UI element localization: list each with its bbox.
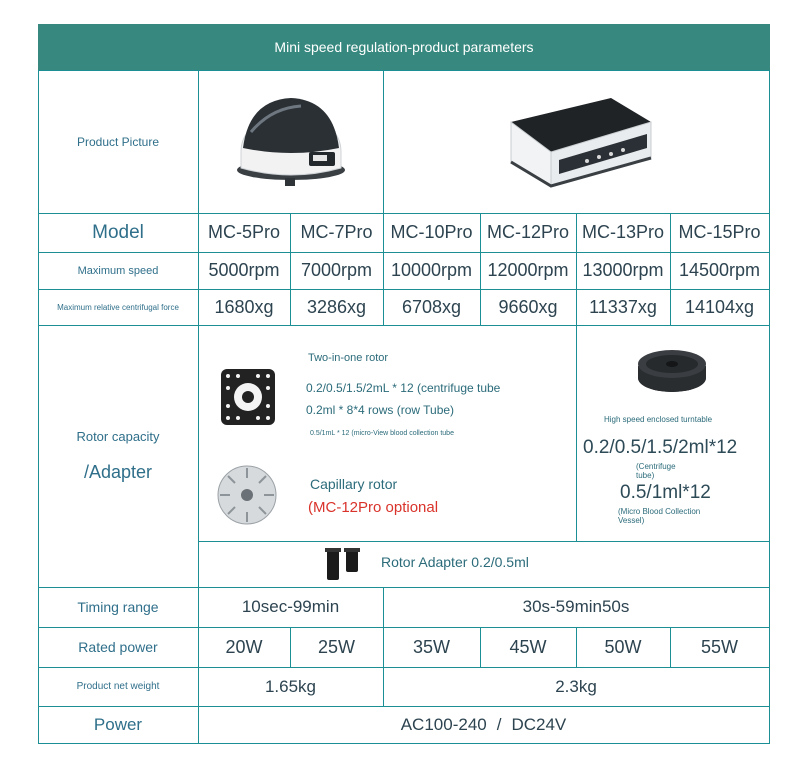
rotor-label-line1: Rotor capacity	[76, 429, 160, 444]
product-image-large	[383, 70, 769, 213]
model-cell: MC-5Pro	[207, 222, 280, 242]
capillary-rotor-image	[216, 464, 278, 531]
capillary-rotor-optional: (MC-12Pro optional	[308, 499, 439, 516]
turntable-spec1: 0.2/0.5/1.5/2ml*12	[583, 437, 738, 458]
supply-ac: AC100-240	[400, 714, 487, 734]
row-label-picture: Product Picture	[76, 134, 160, 149]
power-cell: 45W	[509, 636, 547, 657]
row-label-power: Rated power	[78, 639, 158, 655]
supply-separator: /	[496, 714, 502, 734]
speed-cell: 10000rpm	[390, 260, 473, 280]
enclosed-turntable-image	[636, 342, 708, 399]
speed-cell: 13000rpm	[582, 260, 664, 280]
turntable-spec2: 0.5/1ml*12	[620, 482, 711, 503]
capillary-rotor-label: Capillary rotor	[310, 476, 398, 492]
turntable-note2a: (Micro Blood Collection	[618, 507, 701, 516]
timing-small-models: 10sec-99min	[241, 597, 340, 616]
row-label-weight: Product net weight	[76, 681, 160, 692]
model-cell: MC-13Pro	[581, 222, 665, 242]
speed-cell: 7000rpm	[300, 260, 373, 280]
turntable-title: High speed enclosed turntable	[604, 415, 713, 424]
rotor-label-line2: /Adapter	[83, 462, 153, 482]
rotor-left-line1: 0.2/0.5/1.5/2mL * 12 (centrifuge tube	[306, 381, 501, 395]
power-supply-value	[198, 706, 769, 743]
timing-large-models: 30s-59min50s	[522, 597, 630, 616]
weight-small-models: 1.65kg	[264, 676, 317, 696]
power-cell: 25W	[317, 636, 355, 657]
row-label-rotor	[38, 325, 198, 587]
rcf-cell: 1680xg	[214, 296, 274, 317]
rcf-cell: 14104xg	[684, 296, 755, 317]
title-text: Mini speed regulation-product parameters	[274, 39, 534, 55]
speed-cell: 5000rpm	[208, 260, 280, 280]
rotor-adapter-label: Rotor Adapter 0.2/0.5ml	[381, 554, 529, 570]
table-title	[38, 24, 770, 70]
two-in-one-rotor-image	[218, 366, 278, 433]
supply-dc: DC24V	[511, 714, 567, 734]
power-cell: 35W	[412, 636, 450, 657]
rotor-left-title: Two-in-one rotor	[308, 352, 389, 364]
rcf-cell: 9660xg	[498, 296, 558, 317]
model-cell: MC-15Pro	[678, 222, 761, 242]
rotor-left-line3: 0.5/1mL * 12 (micro-View blood collection tube	[310, 430, 454, 437]
row-label-supply: Power	[93, 714, 143, 734]
row-label-model: Model	[92, 221, 144, 243]
rcf-cell: 3286xg	[306, 296, 367, 317]
parameter-table	[38, 70, 770, 744]
turntable-note2b: Vessel)	[618, 516, 645, 525]
row-label-speed: Maximum speed	[77, 264, 159, 277]
model-cell: MC-12Pro	[486, 222, 570, 242]
rotor-adapter-image	[324, 546, 364, 587]
rcf-cell: 6708xg	[401, 296, 462, 317]
power-cell: 55W	[700, 636, 738, 657]
model-cell: MC-10Pro	[390, 222, 473, 242]
turntable-note1a: (Centrifuge	[636, 462, 676, 471]
rcf-cell: 11337xg	[589, 296, 657, 317]
rotor-left-line2: 0.2ml * 8*4 rows (row Tube)	[306, 403, 455, 417]
weight-large-models: 2.3kg	[555, 676, 597, 696]
turntable-note1b: tube)	[636, 471, 655, 480]
speed-cell: 14500rpm	[678, 260, 761, 280]
row-label-rcf: Maximum relative centrifugal force	[57, 302, 179, 312]
power-cell: 20W	[225, 636, 263, 657]
row-label-timing: Timing range	[77, 599, 159, 615]
model-cell: MC-7Pro	[300, 222, 373, 242]
speed-cell: 12000rpm	[487, 260, 569, 280]
product-image-small	[198, 70, 383, 213]
power-cell: 50W	[604, 636, 642, 657]
